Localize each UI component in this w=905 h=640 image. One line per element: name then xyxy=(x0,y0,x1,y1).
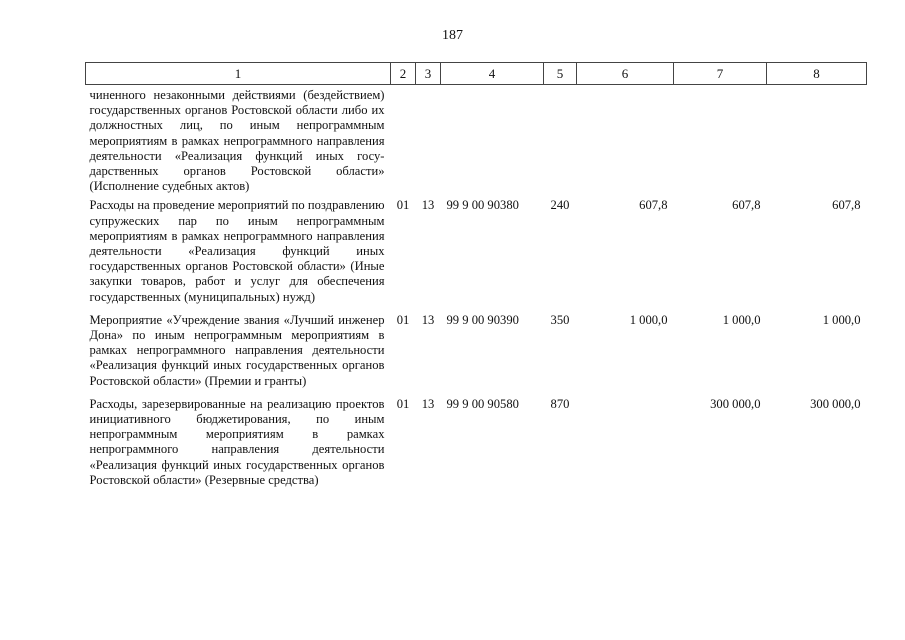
row-amount-7: 607,8 xyxy=(732,198,761,213)
row-expense-type: 350 xyxy=(550,312,570,327)
header-col-3: 3 xyxy=(416,63,441,85)
header-col-2: 2 xyxy=(391,63,416,85)
row-target-article: 99 9 00 90390 xyxy=(446,312,519,327)
row-description: Мероприятие «Учреждение звания «Лучший инженер Дона» по иным непрограммным мероприятиям в рамках непрограммного направления деятельности «Реализация функций иных государственных органов Ростовской области» (Премии и гранты) xyxy=(89,312,385,388)
row-description: Расходы, зарезервированные на реализацию проектов инициативного бюджетирования, по иным непрограммным мероприятиям в рамках непрограммного направления деятельности «Реализация функций иных государственных органов Ростовской области» (Резервные средства) xyxy=(89,396,385,487)
row-amount-6 xyxy=(577,85,674,195)
row-amount-6: 607,8 xyxy=(639,198,668,213)
row-amount-7: 300 000,0 xyxy=(710,396,761,411)
row-section: 01 xyxy=(396,396,410,411)
row-amount-8: 607,8 xyxy=(832,198,861,213)
table-row xyxy=(86,393,867,492)
row-target-article: 99 9 00 90580 xyxy=(446,396,519,411)
row-section: 01 xyxy=(396,312,410,327)
row-target-article xyxy=(441,85,544,195)
table-row xyxy=(86,85,867,195)
row-description: Расходы на проведение мероприятий по поздравлению супружеских пар по иным непрограммным мероприятиям в рамках непрограммного направления деятельности «Реализация функций иных государственных органов Ростовской области» (Иные закупки товаров, работ и услуг для обеспечения государственных (муниципальных) нужд) xyxy=(89,198,385,304)
row-subsection: 13 xyxy=(421,198,435,213)
row-amount-6: 1 000,0 xyxy=(629,312,668,327)
table-row xyxy=(86,309,867,393)
header-col-7: 7 xyxy=(674,63,767,85)
row-amount-6 xyxy=(577,393,674,492)
table-row xyxy=(86,194,867,308)
row-amount-7: 1 000,0 xyxy=(722,312,761,327)
header-col-4: 4 xyxy=(441,63,544,85)
row-expense-type: 870 xyxy=(550,396,570,411)
row-target-article: 99 9 00 90380 xyxy=(446,198,519,213)
header-col-6: 6 xyxy=(577,63,674,85)
row-amount-8: 1 000,0 xyxy=(822,312,861,327)
row-amount-8: 300 000,0 xyxy=(810,396,861,411)
page-number: 187 xyxy=(442,28,463,43)
row-expense-type xyxy=(544,85,577,195)
row-subsection xyxy=(416,85,441,195)
row-expense-type: 240 xyxy=(550,198,570,213)
row-section: 01 xyxy=(396,198,410,213)
row-subsection: 13 xyxy=(421,312,435,327)
row-description: чиненного незаконными действиями (бездействием) государственных органов Ростовской области либо их должностных лиц, по иным непрограммным мероприятиям в рамках непрограммного направления деятельности «Реализация функций иных государственных органов Ростовской области» (Исполнение судебных актов) xyxy=(89,88,385,194)
row-section xyxy=(391,85,416,195)
row-amount-7 xyxy=(674,85,767,195)
budget-table xyxy=(85,62,867,492)
row-subsection: 13 xyxy=(421,396,435,411)
header-col-8: 8 xyxy=(767,63,867,85)
header-row xyxy=(86,63,867,85)
header-col-5: 5 xyxy=(544,63,577,85)
row-amount-8 xyxy=(767,85,867,195)
header-col-1: 1 xyxy=(86,63,391,85)
